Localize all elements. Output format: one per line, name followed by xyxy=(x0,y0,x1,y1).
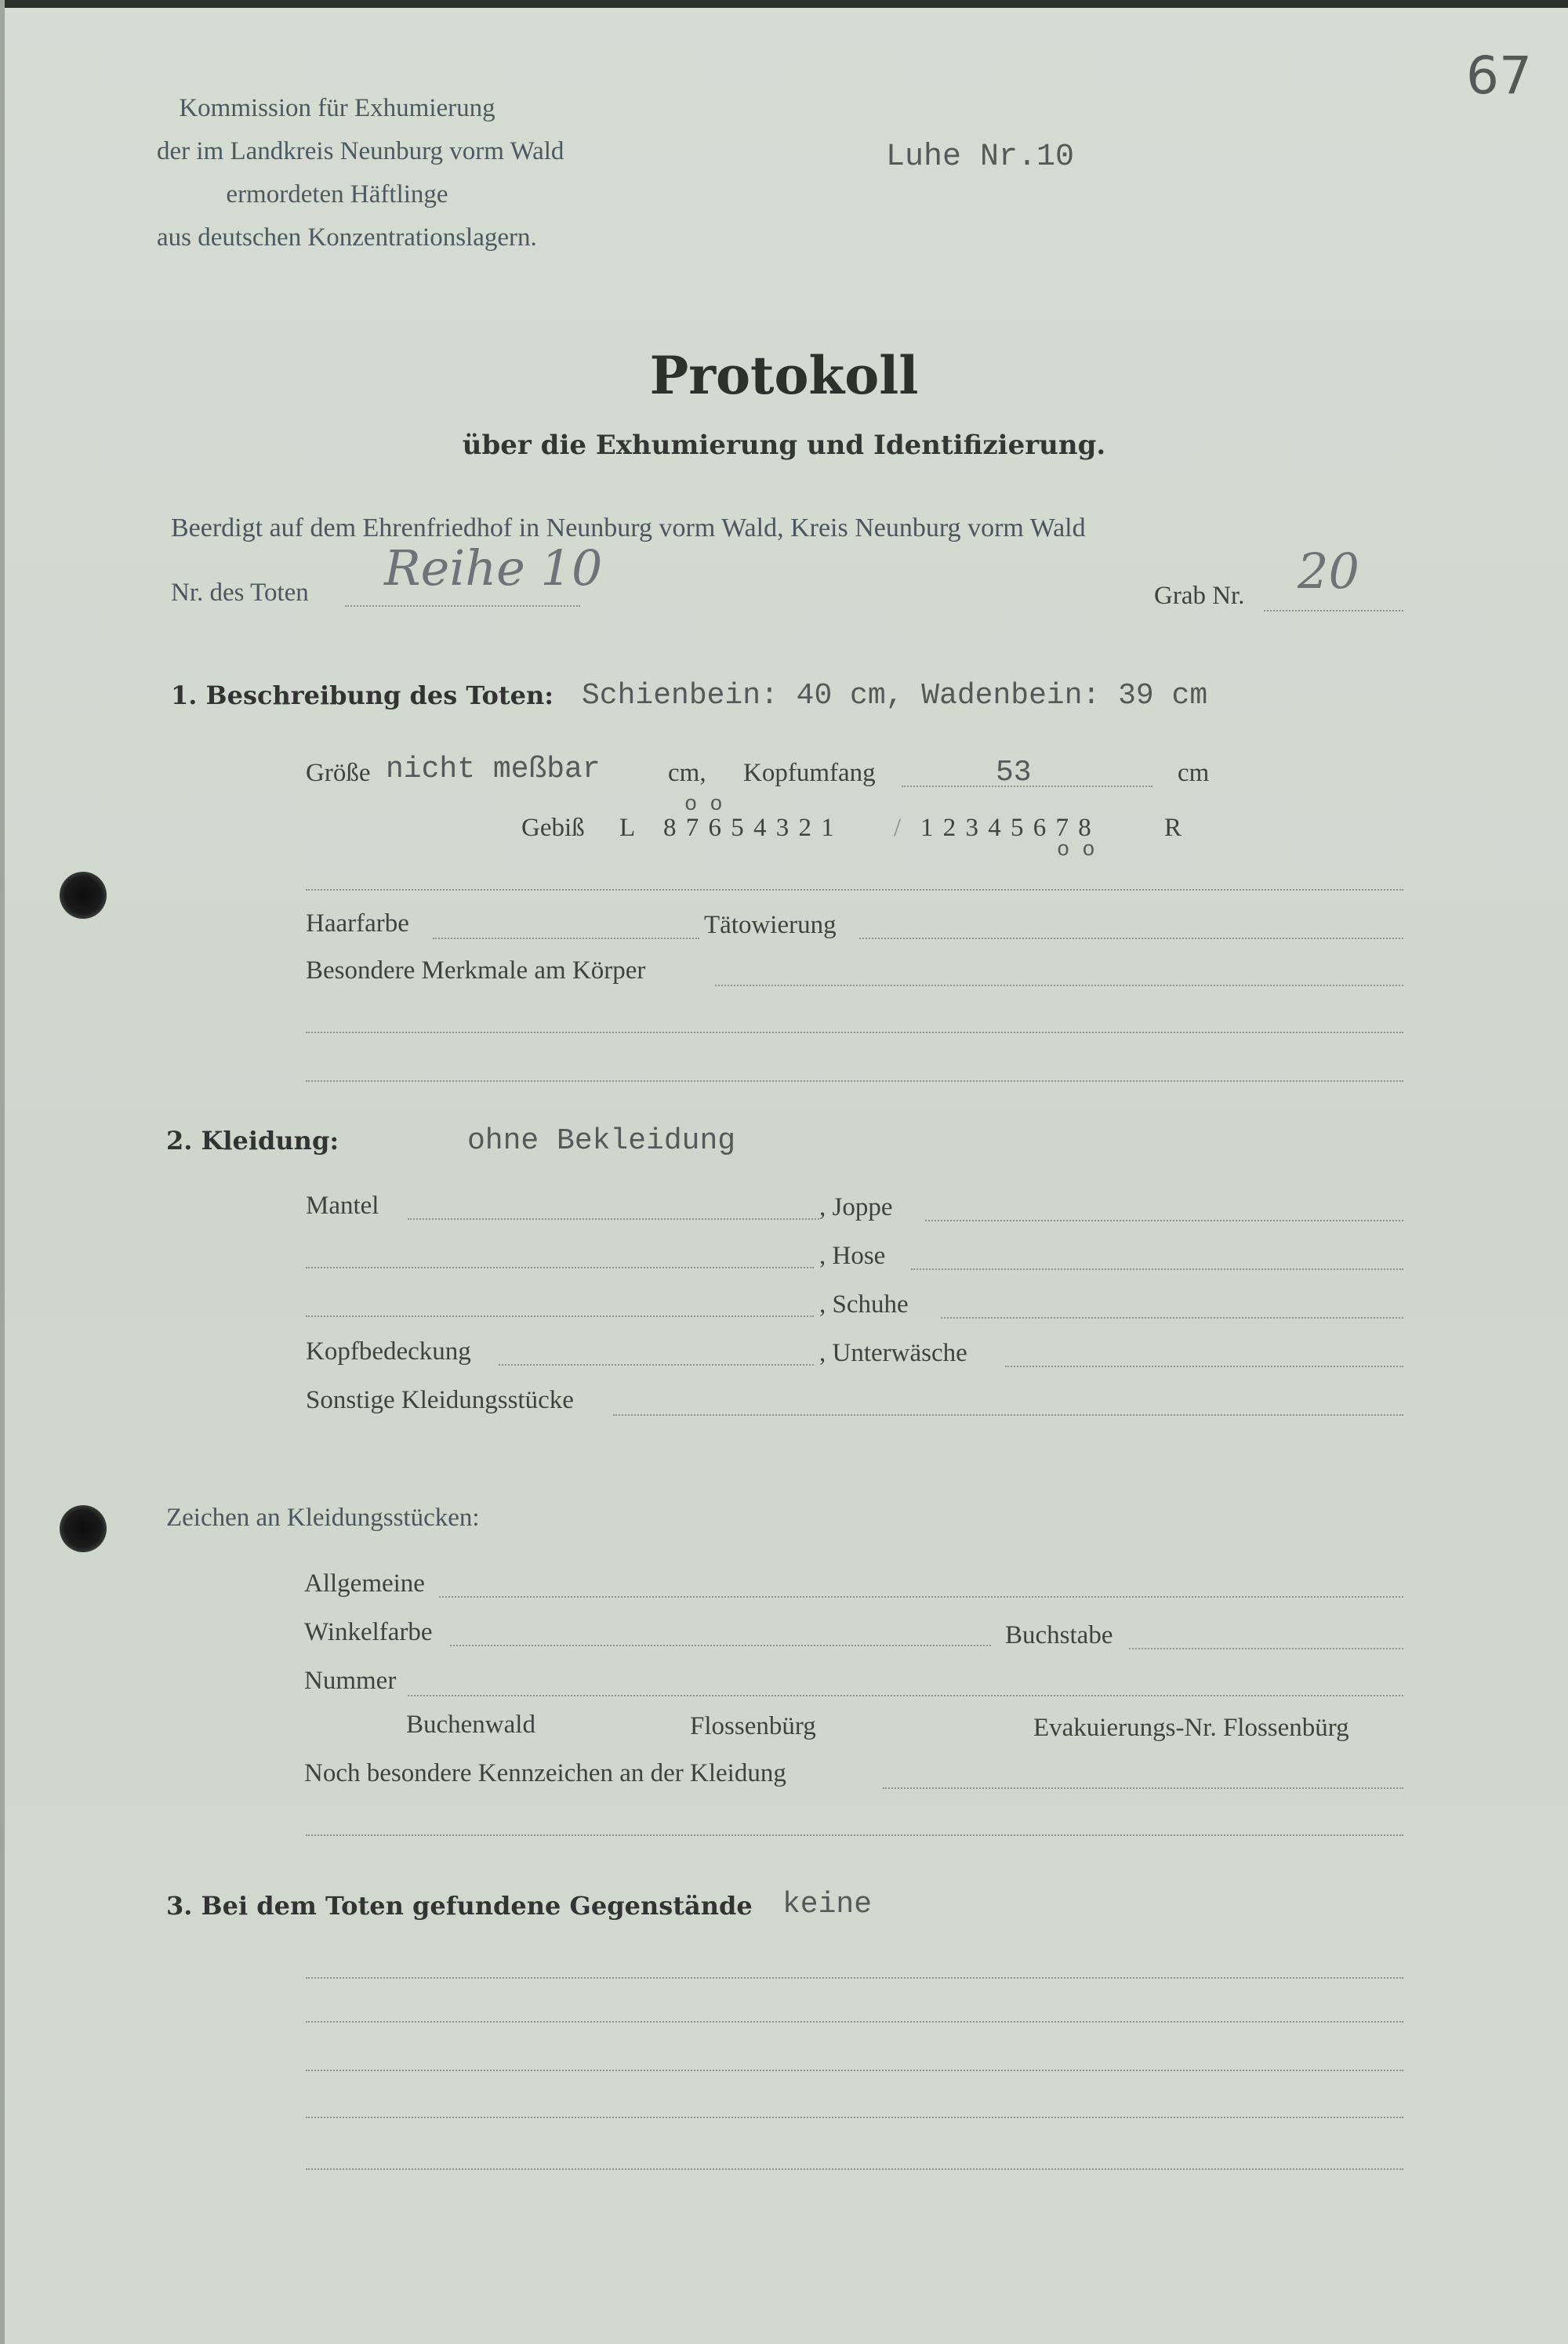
page-subtitle: über die Exhumierung und Identifizierung. xyxy=(462,430,1106,461)
noch-besondere-line-2 xyxy=(306,1834,1403,1836)
hose-label: , Hose xyxy=(819,1242,886,1270)
section3-line-1 xyxy=(306,1977,1403,1979)
taetowierung-line xyxy=(859,938,1403,939)
haarfarbe-line xyxy=(433,938,699,939)
scan-top-edge xyxy=(0,0,1568,8)
merkmale-line-3 xyxy=(306,1080,1403,1082)
cm-label-2: cm xyxy=(1178,759,1210,787)
schuhe-left-line xyxy=(306,1315,814,1317)
section1-label: 1. Beschreibung des Toten: xyxy=(171,680,554,710)
cm-label-1: cm, xyxy=(668,759,706,787)
groesse-label: Größe xyxy=(306,759,371,787)
sonstige-line xyxy=(613,1414,1403,1416)
kopfbedeckung-label: Kopfbedeckung xyxy=(306,1337,471,1366)
location-reference: Luhe Nr.10 xyxy=(886,140,1075,175)
nr-des-toten-line xyxy=(345,605,580,607)
evakuierungs-label: Evakuierungs-Nr. Flossenbürg xyxy=(1033,1714,1349,1742)
section3-value: keine xyxy=(782,1888,873,1921)
allgemeine-label: Allgemeine xyxy=(304,1569,425,1598)
kopfbedeckung-line xyxy=(499,1364,814,1366)
noch-besondere-label: Noch besondere Kennzeichen an der Kleidung xyxy=(304,1759,786,1787)
merkmale-line-2 xyxy=(306,1032,1403,1033)
gebiss-dotted-line xyxy=(306,889,1403,891)
page-number: 67 xyxy=(1466,45,1532,106)
sonstige-label: Sonstige Kleidungsstücke xyxy=(306,1386,574,1414)
mantel-label: Mantel xyxy=(306,1192,379,1220)
taetowierung-label: Tätowierung xyxy=(704,911,837,939)
grab-nr-value: 20 xyxy=(1298,542,1359,600)
gebiss-left-marker: L xyxy=(619,814,636,842)
kopfumfang-label: Kopfumfang xyxy=(743,759,876,787)
winkelfarbe-line xyxy=(450,1645,991,1646)
joppe-line xyxy=(925,1220,1403,1221)
gebiss-right-teeth: 1 2 3 4 5 6 7 8 xyxy=(920,814,1093,842)
section3-line-4 xyxy=(306,2117,1403,2118)
section3-line-2 xyxy=(306,2021,1403,2023)
gebiss-separator: / xyxy=(894,814,902,842)
noch-besondere-line xyxy=(883,1787,1403,1789)
hose-left-line xyxy=(306,1267,814,1268)
burial-line: Beerdigt auf dem Ehrenfriedhof in Neunburg vorm Wald, Kreis Neunburg vorm Wald xyxy=(171,513,1086,542)
nr-des-toten-value: Reihe 10 xyxy=(384,539,603,597)
gebiss-marks-top: o o xyxy=(684,793,723,817)
schuhe-label: , Schuhe xyxy=(819,1290,909,1319)
groesse-value: nicht meßbar xyxy=(386,753,601,786)
grab-nr-label: Grab Nr. xyxy=(1154,582,1245,610)
section3-line-5 xyxy=(306,2168,1403,2170)
merkmale-line xyxy=(715,985,1403,986)
commission-line-3: ermordeten Häftlinge xyxy=(226,180,448,209)
joppe-label: , Joppe xyxy=(819,1193,893,1221)
haarfarbe-label: Haarfarbe xyxy=(306,909,409,938)
buchstabe-line xyxy=(1129,1648,1403,1649)
gebiss-marks-bottom: o o xyxy=(1057,839,1095,862)
buchstabe-label: Buchstabe xyxy=(1005,1621,1113,1649)
gebiss-right-marker: R xyxy=(1164,814,1182,842)
nr-des-toten-label: Nr. des Toten xyxy=(171,579,309,607)
buchenwald-label: Buchenwald xyxy=(406,1711,535,1739)
grab-nr-line xyxy=(1264,610,1403,611)
section1-value: Schienbein: 40 cm, Wadenbein: 39 cm xyxy=(582,679,1208,713)
allgemeine-line xyxy=(439,1596,1403,1598)
section3-label: 3. Bei dem Toten gefundene Gegenstände xyxy=(166,1891,753,1921)
gebiss-left-teeth: 8 7 6 5 4 3 2 1 xyxy=(663,814,836,842)
unterwaesche-line xyxy=(1005,1366,1403,1367)
section3-line-3 xyxy=(306,2070,1403,2071)
punch-hole-upper xyxy=(60,872,107,919)
section2-label: 2. Kleidung: xyxy=(166,1126,339,1156)
nummer-label: Nummer xyxy=(304,1667,397,1695)
schuhe-line xyxy=(941,1317,1403,1319)
gebiss-label: Gebiß xyxy=(521,814,585,842)
commission-line-4: aus deutschen Konzentrationslagern. xyxy=(157,223,537,252)
hose-line xyxy=(911,1268,1403,1270)
commission-line-1: Kommission für Exhumierung xyxy=(179,94,495,122)
kopfumfang-value: 53 xyxy=(996,756,1032,789)
punch-hole-lower xyxy=(60,1505,107,1552)
zeichen-label: Zeichen an Kleidungsstücken: xyxy=(166,1504,480,1532)
unterwaesche-label: , Unterwäsche xyxy=(819,1339,967,1367)
page-title: Protokoll xyxy=(649,345,919,406)
commission-line-2: der im Landkreis Neunburg vorm Wald xyxy=(157,137,564,165)
section2-value: ohne Bekleidung xyxy=(467,1124,736,1158)
nummer-line xyxy=(408,1695,1403,1696)
merkmale-label: Besondere Merkmale am Körper xyxy=(306,956,646,985)
mantel-line xyxy=(408,1218,819,1220)
winkelfarbe-label: Winkelfarbe xyxy=(304,1618,433,1646)
flossenbuerg-label: Flossenbürg xyxy=(690,1712,816,1740)
